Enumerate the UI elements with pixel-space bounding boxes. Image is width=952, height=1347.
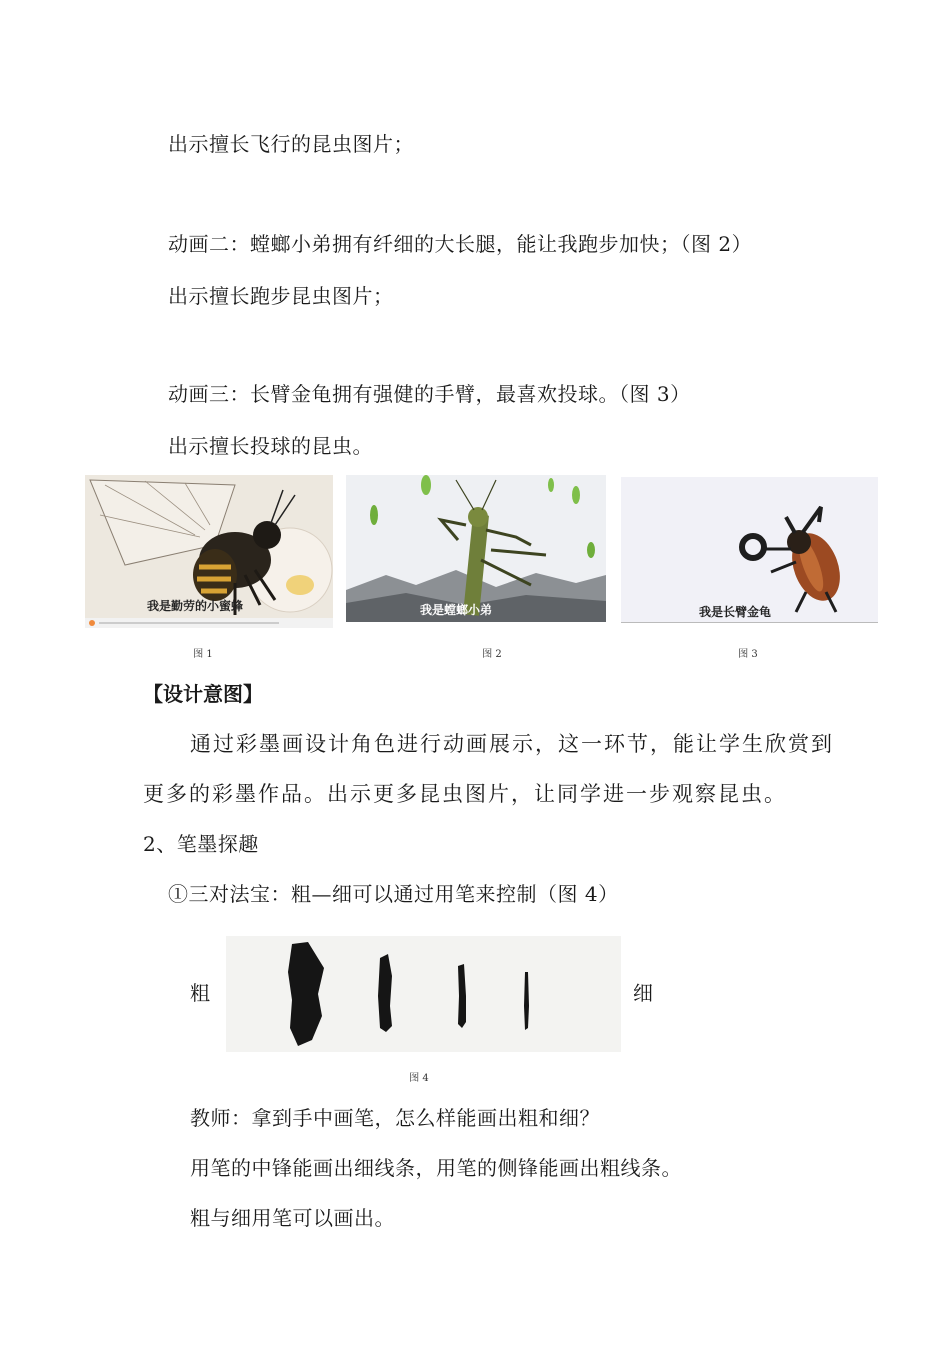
teacher-conclusion: 粗与细用笔可以画出。 (190, 1206, 395, 1230)
text-line-1: 出示擅长飞行的昆虫图片； (168, 132, 414, 156)
teacher-answer: 用笔的中锋能画出细线条，用笔的侧锋能画出粗线条。 (190, 1156, 682, 1180)
text-line-4: 动画三：长臂金龟拥有强健的手臂，最喜欢投球。（图 3） (168, 382, 691, 406)
figure-2-overlay-text: 我是螳螂小弟 (420, 603, 493, 617)
section-2-title: 2、笔墨探趣 (143, 832, 259, 856)
mantis-illustration (346, 475, 606, 622)
section-2-item-1: ①三对法宝：粗—细可以通过用笔来控制（图 4） (168, 882, 619, 906)
design-intent-paragraph-line-1: 通过彩墨画设计角色进行动画展示，这一环节，能让学生欣赏到 (190, 732, 834, 756)
figure-4-brush-strokes-image (226, 936, 621, 1052)
figure-1-overlay-text: 我是勤劳的小蜜蜂 (147, 599, 244, 613)
figure-1-bee-image (85, 475, 333, 628)
figure-3-overlay-text: 我是长臂金龟 (699, 605, 772, 619)
figure-3-beetle-image (621, 477, 878, 623)
text-line-5: 出示擅长投球的昆虫。 (168, 434, 373, 458)
figure-1-caption: 图 1 (193, 649, 213, 660)
figure-3-caption: 图 3 (738, 649, 758, 660)
figure-2-mantis-image (346, 475, 606, 622)
design-intent-heading: 【设计意图】 (143, 682, 263, 706)
text-line-2: 动画二：螳螂小弟拥有纤细的大长腿，能让我跑步加快；（图 2） (168, 232, 753, 256)
brush-strokes-illustration (226, 936, 621, 1052)
figure-4-right-label: 细 (633, 981, 654, 1005)
design-intent-paragraph-line-2: 更多的彩墨作品。出示更多昆虫图片，让同学进一步观察昆虫。 (143, 782, 787, 806)
beetle-illustration (621, 477, 878, 622)
teacher-question: 教师：拿到手中画笔，怎么样能画出粗和细？ (190, 1106, 600, 1130)
figure-2-caption: 图 2 (482, 649, 502, 660)
figure-4-left-label: 粗 (190, 981, 211, 1005)
figure-4-caption: 图 4 (409, 1073, 429, 1084)
text-line-3: 出示擅长跑步昆虫图片； (168, 284, 394, 308)
